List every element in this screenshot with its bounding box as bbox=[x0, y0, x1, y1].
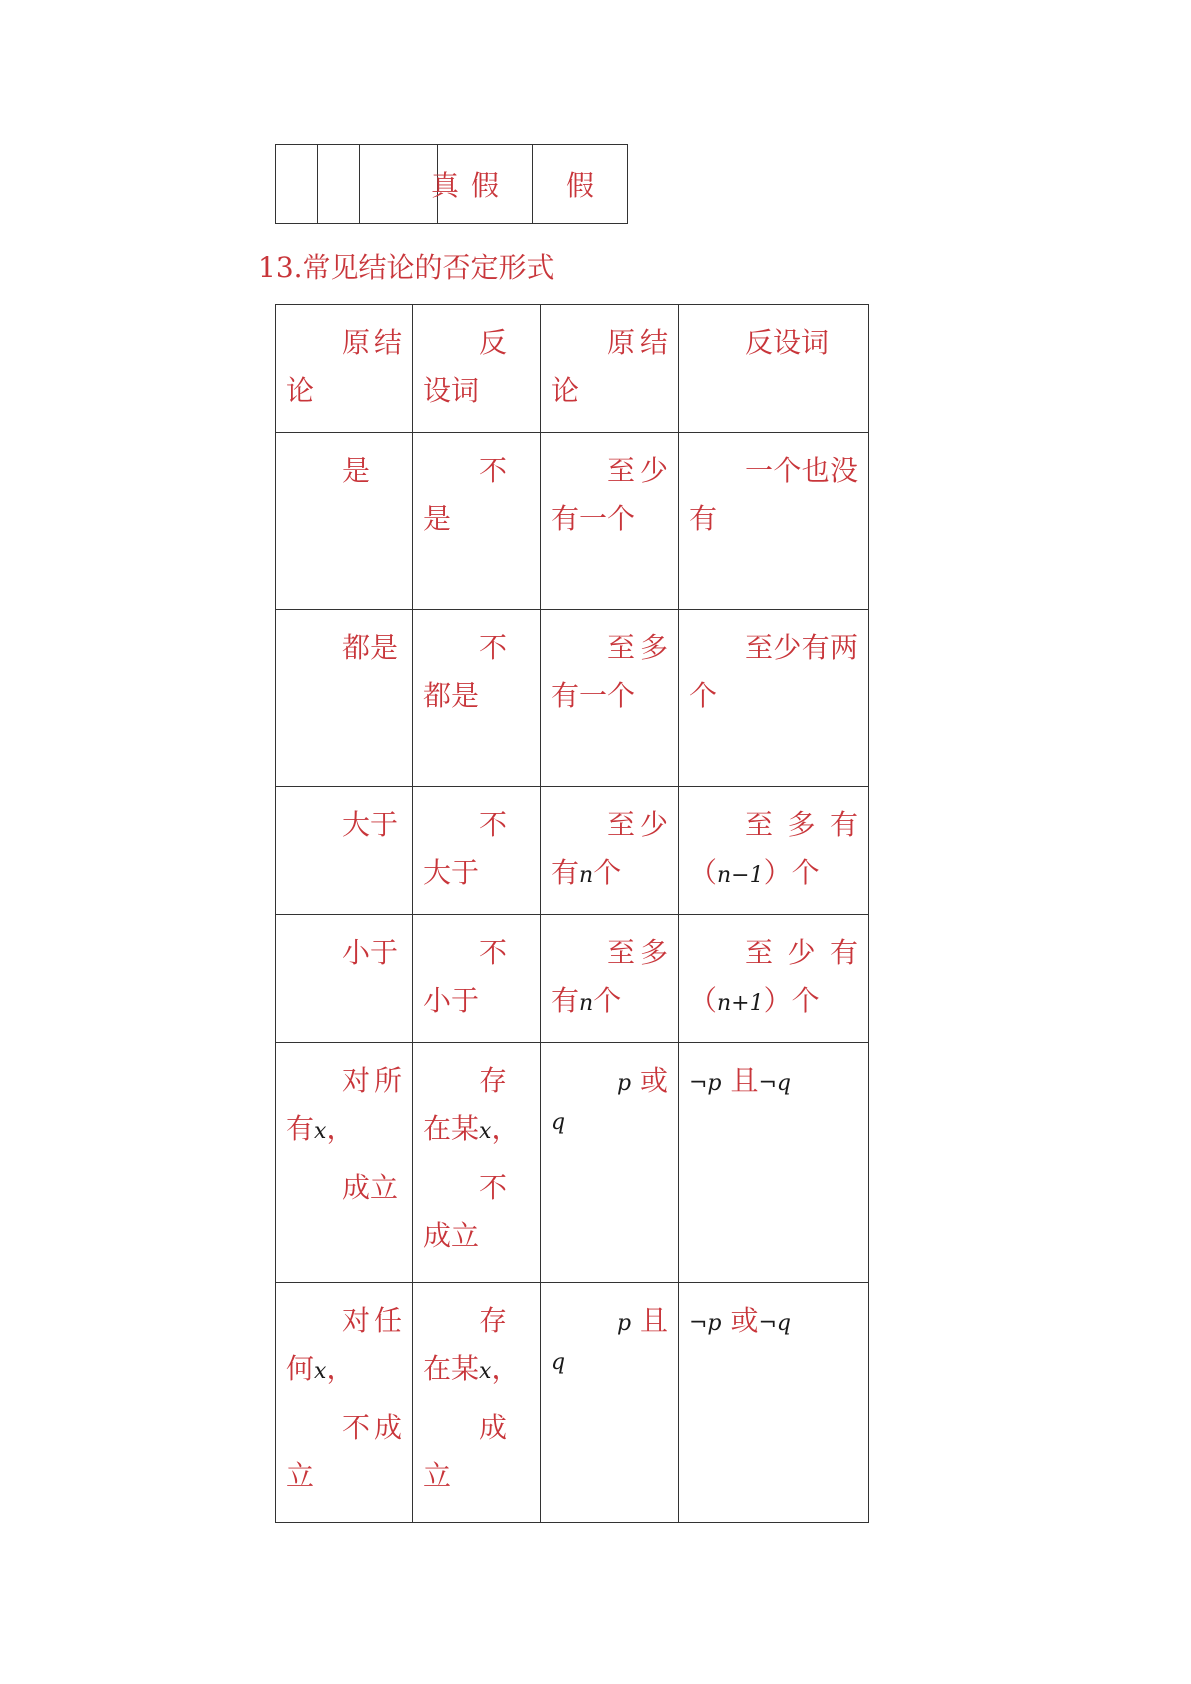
table-cell: 一个也没有 bbox=[679, 433, 869, 610]
variable-p: p bbox=[616, 1311, 632, 1336]
variable-x: x bbox=[314, 1119, 327, 1144]
table-cell: 不都是 bbox=[413, 610, 541, 787]
paren-open: （ bbox=[689, 984, 718, 1017]
comma: ， bbox=[326, 1112, 355, 1145]
variable-n: n bbox=[579, 991, 594, 1016]
variable-x: x bbox=[314, 1359, 327, 1384]
table-row bbox=[276, 915, 869, 1043]
comma: ， bbox=[326, 1352, 355, 1385]
not-p: ¬p bbox=[689, 1311, 722, 1336]
comma: ， bbox=[491, 1352, 520, 1385]
table-cell: 是 bbox=[276, 433, 413, 610]
table-cell bbox=[541, 787, 679, 915]
table-row bbox=[276, 1283, 869, 1523]
cell-text: 对所有 bbox=[286, 1064, 402, 1145]
header-cell: 反设词 bbox=[413, 305, 541, 433]
cell-text: 且 bbox=[730, 1064, 759, 1097]
table-cell bbox=[413, 1043, 541, 1283]
not-q: ¬q bbox=[758, 1311, 791, 1336]
cell-text: 存在某 bbox=[423, 1304, 508, 1385]
table-cell: 至少有一个 bbox=[541, 433, 679, 610]
table-row bbox=[276, 787, 869, 915]
cell-text: 成立 bbox=[342, 1171, 399, 1204]
cell-text: 对任何 bbox=[286, 1304, 402, 1385]
cell-text: 存在某 bbox=[423, 1064, 508, 1145]
table-cell: 不小于 bbox=[413, 915, 541, 1043]
table-cell bbox=[679, 787, 869, 915]
paren-close: ）个 bbox=[763, 856, 820, 889]
table-row bbox=[276, 610, 869, 787]
cell-text: 至多有 bbox=[745, 808, 858, 841]
not-q: ¬q bbox=[758, 1071, 791, 1096]
variable-q: q bbox=[551, 1110, 566, 1135]
section-heading bbox=[258, 246, 555, 286]
cell-text: 个 bbox=[593, 984, 622, 1017]
cell-text: 至多有 bbox=[551, 936, 668, 1017]
variable-n: n bbox=[579, 863, 594, 888]
table-cell: 小于 bbox=[276, 915, 413, 1043]
comma: ， bbox=[491, 1112, 520, 1145]
fragment-cell bbox=[318, 145, 360, 224]
cell-text: 或 bbox=[730, 1304, 759, 1337]
paren-close: ）个 bbox=[763, 984, 820, 1017]
header-cell: 反设词 bbox=[679, 305, 869, 433]
table-cell bbox=[679, 915, 869, 1043]
table-cell: 大于 bbox=[276, 787, 413, 915]
fragment-cell-clipped: 真 bbox=[360, 145, 438, 224]
fragment-cell bbox=[276, 145, 318, 224]
table-cell bbox=[541, 915, 679, 1043]
header-cell: 原结论 bbox=[276, 305, 413, 433]
table-cell bbox=[541, 1043, 679, 1283]
section-number: 13. bbox=[258, 251, 303, 284]
previous-table-fragment bbox=[275, 144, 628, 224]
table-cell: 不是 bbox=[413, 433, 541, 610]
cell-text: 且 bbox=[639, 1304, 668, 1337]
table-cell bbox=[276, 1283, 413, 1523]
cell-text: 或 bbox=[639, 1064, 668, 1097]
table-cell bbox=[679, 1043, 869, 1283]
table-cell: 至多有一个 bbox=[541, 610, 679, 787]
table-header-row bbox=[276, 305, 869, 433]
variable-x: x bbox=[479, 1119, 492, 1144]
table-cell bbox=[413, 1283, 541, 1523]
variable-q: q bbox=[551, 1350, 566, 1375]
table-row bbox=[276, 1043, 869, 1283]
table-cell bbox=[541, 1283, 679, 1523]
paren-open: （ bbox=[689, 856, 718, 889]
table-row bbox=[276, 145, 628, 224]
table-cell bbox=[679, 1283, 869, 1523]
expression-n-minus-1: n−1 bbox=[717, 863, 764, 888]
cell-text: 不成立 bbox=[423, 1171, 508, 1252]
table-cell: 不大于 bbox=[413, 787, 541, 915]
table-cell: 都是 bbox=[276, 610, 413, 787]
cell-text: 至少有 bbox=[745, 936, 858, 969]
fragment-cell: 假 bbox=[533, 145, 628, 224]
fragment-cell: 假 bbox=[438, 145, 533, 224]
cell-text: 至少有 bbox=[551, 808, 668, 889]
table-cell: 至少有两个 bbox=[679, 610, 869, 787]
variable-x: x bbox=[479, 1359, 492, 1384]
table-row bbox=[276, 433, 869, 610]
cell-text: 个 bbox=[593, 856, 622, 889]
header-cell: 原结论 bbox=[541, 305, 679, 433]
not-p: ¬p bbox=[689, 1071, 722, 1096]
cell-text: 成立 bbox=[423, 1411, 508, 1492]
table-cell bbox=[276, 1043, 413, 1283]
section-title: 常见结论的否定形式 bbox=[302, 251, 555, 284]
expression-n-plus-1: n+1 bbox=[717, 991, 764, 1016]
variable-p: p bbox=[616, 1071, 632, 1096]
cell-text: 不成立 bbox=[286, 1411, 402, 1492]
negation-table bbox=[275, 304, 869, 1523]
